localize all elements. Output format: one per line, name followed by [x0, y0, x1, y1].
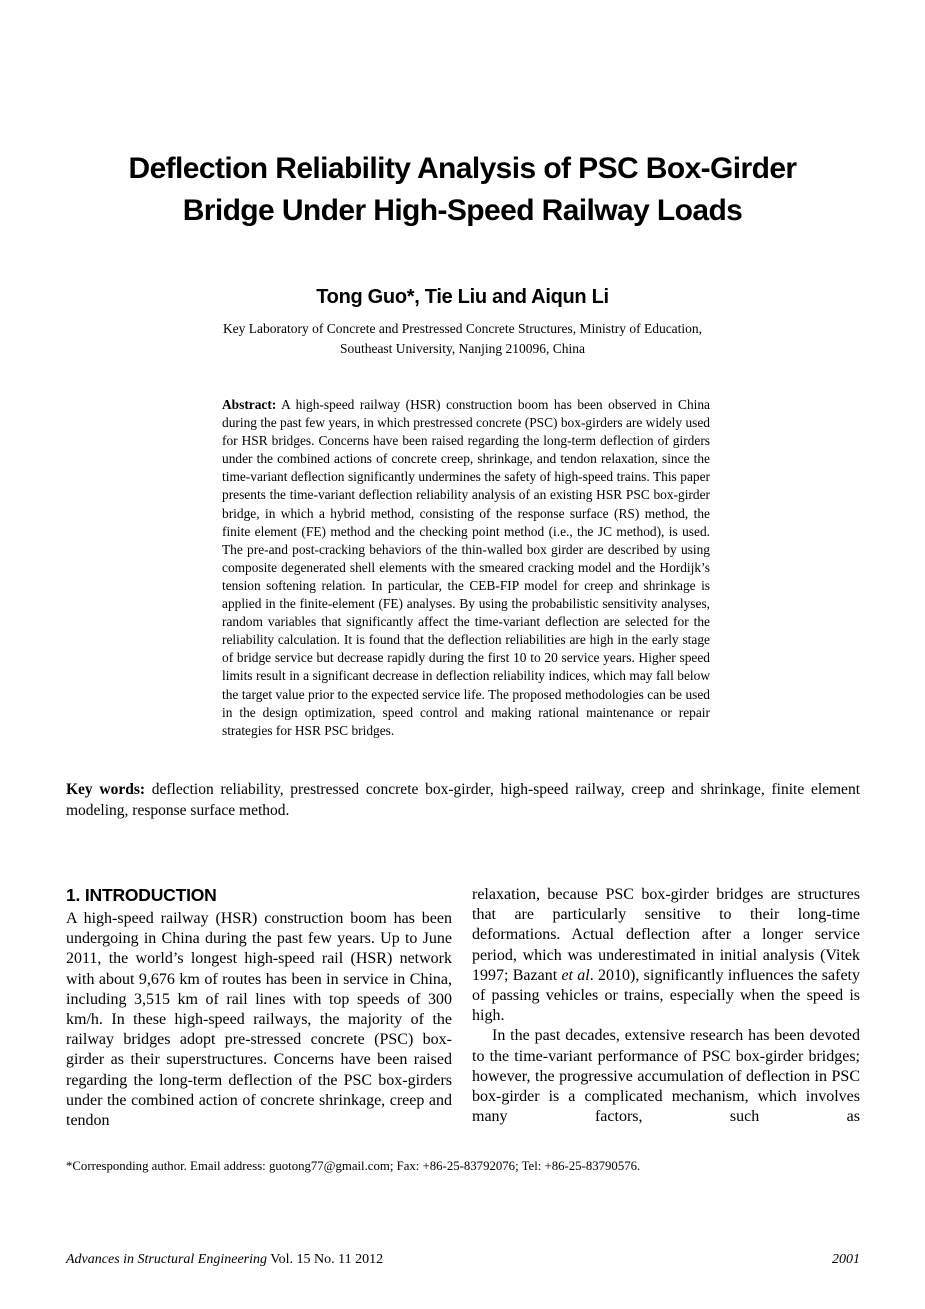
title-line-1: Deflection Reliability Analysis of PSC Box-Girder [128, 152, 797, 185]
footer-page-number: 2001 [832, 1252, 860, 1267]
title-line-2: Bridge Under High-Speed Railway Loads [182, 194, 743, 227]
abstract-label: Abstract: [222, 397, 277, 412]
abstract-text: A high-speed railway (HSR) construction boom has been observed in China during the past few years, in which prestressed concrete (PSC) box-girders are widely used for HSR bridges. Concerns have been raised regarding the long-term deflection of girders under the combined actions of concrete creep, shrinkage, and tendon relaxation, since the time-variant deflection significantly undermines the safety of high-speed trains. This paper presents the time-variant deflection reliability analysis of an existing HSR PSC box-girder bridge, in which a hybrid method, consisting of the response surface (RS) method, the finite element (FE) method and the checking point method (i.e., the JC method), is used. The pre-and post-cracking behaviors of the thin-walled box girder are described by using composite degenerated shell elements with the smeared cracking model and the Hordijk’s tension softening relation. In particular, the CEB-FIP model for creep and shrinkage is applied in the finite-element (FE) analyses. By using the probabilistic sensitivity analyses, random variables that significantly affect the time-variant deflection are selected for the reliability calculation. It is found that the deflection reliabilities are high in the early stage of bridge service but decrease rapidly during the first 10 to 20 service years. Higher speed limits result in a significant decrease in deflection reliability indices, which may fall below the target value prior to the expected service life. The proposed methodologies can be used in the design optimization, speed control and making rational maintenance or repair strategies for HSR PSC bridges. [222, 397, 710, 738]
section-heading-introduction: 1. INTRODUCTION [66, 885, 217, 905]
intro-left-paragraph: A high-speed railway (HSR) construction boom has been undergoing in China during the past few years. Up to June 2011, the world’s longest high-speed rail (HSR) network with about 9,676 km of routes has been in service in China, including 3,515 km of rail lines with top speeds of 300 km/h. In these high-speed railways, the majority of the railway bridges adopt pre-stressed concrete (PSC) box-girder as their superstructures. Concerns have been raised regarding the long-term deflection of the PSC box-girders under the combined action of concrete shrinkage, creep and tendon [66, 910, 452, 1130]
intro-left-column [66, 885, 452, 1131]
footer-journal-name: Advances in Structural Engineering [66, 1252, 268, 1267]
affiliation-line-2: Southeast University, Nanjing 210096, China [339, 340, 586, 356]
keywords-text: deflection reliability, prestressed concrete box-girder, high-speed railway, creep and shrinkage, finite element modeling, response surface method. [66, 781, 860, 819]
intro-right-paragraph-2: In the past decades, extensive research has been devoted to the time-variant performance of PSC box-girder bridges; however, the progressive accumulation of deflection in PSC box-girder is a complicated mechanism, which involves many factors, such as [472, 1027, 860, 1126]
affiliation-line-1: Key Laboratory of Concrete and Prestressed Concrete Structures, Ministry of Education, [222, 321, 703, 336]
intro-right-paragraph-1-post: . 2010), significantly influences the safety of passing vehicles or trains, especially when the speed is high. [472, 966, 860, 1025]
abstract-paragraph [222, 396, 710, 740]
intro-right-paragraph-1 [472, 885, 860, 1026]
keywords-label: Key words: [66, 781, 146, 798]
footer-journal-line [66, 1252, 383, 1268]
intro-right-column [472, 885, 860, 1127]
intro-right-paragraph-1-pre: relaxation, because PSC box-girder bridges are structures that are particularly sensitive to their long-time deformations. Actual deflection after a longer service period, which was underestimated in initial analysis (Vitek 1997; Bazant [472, 886, 860, 984]
authors-line: Tong Guo*, Tie Liu and Aiqun Li [316, 286, 609, 308]
page-footer [66, 1252, 860, 1268]
page-title [0, 148, 925, 232]
footer-issue: Vol. 15 No. 11 2012 [267, 1252, 384, 1267]
et-al-italic: et al [561, 966, 590, 984]
keywords-paragraph [66, 780, 860, 821]
footnote-text: *Corresponding author. Email address: guotong77@gmail.com; Fax: +86-25-83792076; Tel: +86-25-83790576. [66, 1159, 641, 1173]
footer-page-number-wrap [832, 1252, 860, 1268]
affiliation [0, 319, 925, 358]
